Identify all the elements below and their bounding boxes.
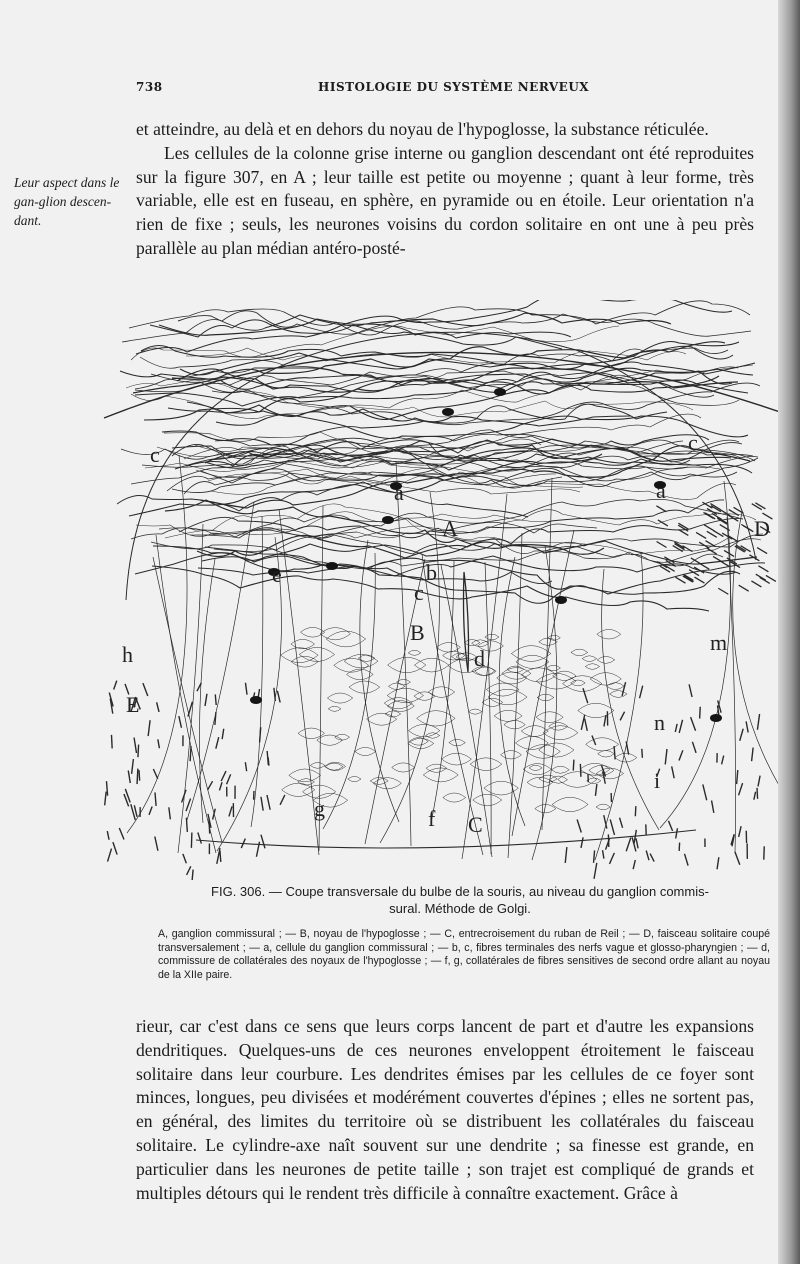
figure-label: b — [426, 560, 437, 585]
meshwork-loop — [507, 666, 524, 673]
meshwork-loop — [552, 766, 570, 773]
neuron-cell-body — [494, 388, 506, 396]
solitary-bundle-mark — [766, 575, 776, 581]
meshwork-loop — [348, 776, 361, 781]
figure-caption — [150, 883, 770, 917]
fiber-bundle-mark — [186, 799, 191, 812]
neuron-cell-body — [555, 596, 567, 604]
meshwork-loop — [521, 726, 548, 737]
fiber-bundle-mark — [155, 792, 156, 805]
fiber-bundle-mark — [692, 742, 696, 753]
page-edge-shadow — [778, 0, 800, 1264]
meshwork-loop — [388, 657, 426, 672]
figure-label: h — [122, 642, 133, 667]
nerve-fiber — [187, 402, 631, 426]
meshwork-loop — [443, 651, 465, 660]
fiber-bundle-mark — [739, 826, 741, 837]
figure-label: C — [468, 812, 483, 837]
solitary-bundle-mark — [704, 525, 714, 531]
paragraph-cells: Les cellules de la colonne grise interne ou ganglion descendant ont été reproduites sur la figure 307, en A ; leur taille est petite ou moyenne ; quant à leur forme, très variable, elle est en fuseau, en sphère, en pyramide ou en étoile. Leur orientation n'a rien de fixe ; seuls, les neurones voisins du cordon solitaire en ont une à peu près parallèle au plan médian antéro-posté- — [136, 142, 754, 258]
solitary-bundle-mark — [739, 585, 749, 591]
meshwork-loop — [300, 627, 324, 637]
fiber-bundle-mark — [580, 764, 581, 777]
fiber-bundle-mark — [752, 748, 754, 762]
hypoglossal-commissure — [464, 572, 469, 672]
nerve-fiber — [136, 300, 732, 354]
meshwork-loop — [442, 753, 472, 765]
fiber-bundle-mark — [679, 750, 683, 760]
meshwork-loop — [320, 628, 351, 640]
figure-label: f — [428, 806, 436, 831]
fiber-bundle-mark — [190, 746, 191, 761]
figure-label: m — [710, 630, 728, 655]
fiber-bundle-mark — [143, 683, 148, 696]
fiber-bundle-mark — [754, 792, 756, 800]
long-fiber — [323, 553, 375, 829]
top-text-block — [136, 118, 754, 261]
fiber-bundle-mark — [169, 807, 171, 819]
fiber-bundle-mark — [108, 849, 112, 862]
neuron-cell-body — [710, 714, 722, 722]
fiber-bundle-mark — [642, 749, 643, 758]
meshwork-loop — [426, 733, 440, 739]
fiber-bundle-mark — [668, 821, 672, 831]
fiber-bundle-mark — [137, 769, 138, 785]
fiber-bundle-mark — [215, 694, 216, 705]
fiber-bundle-mark — [134, 805, 137, 817]
fiber-bundle-mark — [183, 854, 186, 863]
running-title: HISTOLOGIE DU SYSTÈME NERVEUX — [318, 80, 590, 94]
fiber-bundle-mark — [737, 770, 738, 784]
meshwork-loop — [610, 690, 628, 697]
solitary-bundle-mark — [729, 510, 739, 516]
meshwork-loop — [543, 726, 578, 740]
fiber-bundle-mark — [700, 707, 701, 719]
fiber-bundle-mark — [626, 741, 628, 754]
fiber-bundle-mark — [192, 870, 193, 880]
nerve-fiber — [201, 469, 562, 488]
fiber-bundle-mark — [672, 766, 675, 778]
fiber-bundle-mark — [595, 784, 596, 796]
figure-artwork — [104, 300, 780, 880]
bottom-contour — [196, 830, 696, 848]
page-number: 738 — [136, 80, 163, 94]
fiber-bundle-mark — [640, 686, 643, 699]
meshwork-loop — [443, 793, 466, 802]
fiber-bundle-mark — [594, 863, 597, 879]
meshwork-loop — [484, 781, 518, 795]
long-fiber — [508, 533, 522, 858]
meshwork-loop — [539, 775, 557, 782]
meshwork-loop — [571, 680, 586, 686]
meshwork-loop — [289, 769, 321, 782]
caption-line-1: FIG. 306. — Coupe transversale du bulbe de la souris, au niveau du ganglion commis- — [211, 884, 709, 899]
figure-label: a — [656, 478, 666, 503]
fiber-bundle-mark — [128, 771, 130, 783]
fiber-bundle-mark — [280, 795, 285, 805]
fiber-bundle-mark — [114, 681, 117, 690]
fiber-bundle-mark — [565, 847, 567, 863]
figure-label: c — [150, 442, 160, 467]
fiber-bundle-mark — [581, 715, 584, 730]
meshwork-loop — [469, 709, 482, 714]
fiber-bundle-mark — [620, 818, 623, 828]
paragraph-continuation: et atteindre, au delà et en dehors du noyau de l'hypoglosse, la substance réticulée. — [136, 119, 709, 139]
neuron-cell-body — [382, 516, 394, 524]
meshwork-loop — [449, 739, 465, 746]
page-header — [136, 80, 756, 100]
figure-label: c — [688, 430, 698, 455]
fiber-bundle-mark — [746, 721, 748, 732]
meshwork-loop — [327, 693, 352, 703]
fiber-bundle-mark — [245, 762, 246, 771]
fiber-bundle-mark — [229, 806, 232, 816]
fiber-bundle-mark — [675, 724, 677, 732]
figure-306 — [96, 300, 780, 880]
neuron-cell-body — [326, 562, 338, 570]
meshwork-loop — [585, 664, 599, 670]
meshwork-loop — [328, 706, 341, 711]
fiber-bundle-mark — [111, 735, 112, 749]
meshwork-loop — [516, 655, 549, 668]
fiber-bundle-mark — [604, 715, 606, 726]
meshwork-loop — [355, 747, 376, 755]
solitary-bundle-mark — [751, 581, 761, 587]
figure-label: e — [272, 562, 282, 587]
meshwork-loop — [596, 804, 610, 810]
solitary-bundle-mark — [758, 566, 768, 572]
figure-label: d — [474, 646, 485, 671]
fiber-bundle-mark — [267, 795, 270, 810]
meshwork-loop — [558, 772, 597, 788]
fiber-bundle-mark — [614, 746, 615, 759]
fiber-bundle-mark — [198, 832, 202, 843]
figure-label: E — [126, 692, 140, 717]
solitary-bundle-mark — [707, 548, 717, 554]
solitary-bundle-mark — [696, 532, 706, 538]
fiber-bundle-mark — [679, 720, 682, 733]
fiber-bundle-mark — [758, 776, 760, 787]
meshwork-loop — [387, 688, 423, 703]
fiber-bundle-mark — [148, 720, 150, 736]
fiber-bundle-mark — [139, 770, 140, 781]
figure-label: c — [414, 580, 424, 605]
solitary-bundle-mark — [757, 548, 767, 554]
long-fiber — [153, 557, 222, 842]
figure-label: n — [654, 710, 665, 735]
long-fiber — [485, 562, 491, 854]
fiber-bundle-mark — [134, 738, 136, 753]
fiber-bundle-mark — [132, 759, 134, 774]
meshwork-loop — [291, 639, 315, 648]
fiber-bundle-mark — [216, 737, 219, 749]
long-fiber — [431, 561, 454, 823]
meshwork-loop — [539, 638, 558, 645]
fiber-bundle-mark — [585, 719, 588, 731]
meshwork-loop — [563, 676, 602, 692]
meshwork-loop — [536, 712, 563, 723]
fiber-bundle-mark — [757, 714, 759, 730]
fiber-bundle-mark — [703, 784, 707, 800]
meshwork-loop — [497, 672, 527, 684]
fiber-bundle-mark — [119, 828, 124, 840]
meshwork-loop — [552, 797, 588, 811]
fiber-bundle-mark — [157, 702, 159, 712]
solitary-bundle-mark — [684, 576, 694, 582]
fiber-bundle-mark — [689, 684, 692, 697]
meshwork-loop — [370, 777, 388, 784]
fiber-bundle-mark — [215, 712, 216, 725]
fiber-bundle-mark — [227, 774, 231, 784]
figure-label: a — [394, 480, 404, 505]
fiber-bundle-mark — [636, 838, 638, 848]
meshwork-loop — [529, 765, 542, 770]
fiber-bundle-mark — [583, 688, 588, 703]
fiber-bundle-mark — [221, 771, 226, 781]
meshwork-loop — [578, 703, 614, 717]
fiber-bundle-mark — [138, 745, 139, 758]
fiber-bundle-mark — [179, 716, 182, 728]
solitary-bundle-mark — [675, 577, 685, 583]
solitary-bundle-mark — [656, 506, 666, 512]
figure-label: D — [754, 516, 770, 541]
solitary-bundle-mark — [657, 542, 667, 548]
meshwork-loop — [392, 763, 415, 772]
meshwork-loop — [485, 634, 499, 640]
meshwork-loop — [367, 713, 397, 725]
nerve-fiber — [135, 518, 743, 574]
fiber-bundle-mark — [245, 683, 247, 695]
fiber-bundle-mark — [107, 831, 109, 840]
meshwork-loop — [606, 683, 624, 690]
figure-legend: A, ganglion commissural ; — B, noyau de l'hypoglosse ; — C, entrecroisement du ruban de Reil ; — D, faisceau solitaire coupé transversalement ; — a, cellule du ganglion commissural ; — b, c, fibres terminales des nerfs vague et glosso-pharyngien ; — d, commissure de collatérales des noyaux de l'hypoglosse ; — f, g, collatérales de fibres sensitives de second ordre allant au noyau de la XIIe paire. — [158, 928, 770, 981]
long-fiber — [441, 565, 492, 857]
meshwork-loop — [571, 649, 588, 656]
figure-label: A — [442, 516, 458, 541]
fiber-bundle-mark — [739, 783, 743, 795]
fiber-bundle-mark — [581, 837, 583, 848]
fiber-bundle-mark — [603, 850, 604, 858]
fiber-bundle-mark — [633, 860, 635, 869]
meshwork-loop — [334, 658, 369, 672]
meshwork-loop — [408, 650, 421, 655]
solitary-bundle-mark — [718, 588, 728, 594]
golgi-section-drawing — [96, 300, 780, 880]
fiber-bundle-mark — [635, 806, 636, 816]
solitary-bundle-mark — [752, 504, 762, 510]
fiber-bundle-mark — [219, 782, 222, 790]
fiber-bundle-mark — [757, 788, 758, 799]
meshwork-loop — [553, 671, 576, 680]
fiber-bundle-mark — [676, 828, 678, 838]
fiber-bundle-mark — [261, 797, 263, 811]
fiber-bundle-mark — [594, 850, 595, 862]
solitary-bundle-mark — [755, 503, 765, 509]
fiber-bundle-mark — [209, 819, 210, 833]
fiber-bundle-mark — [650, 854, 654, 862]
fiber-bundle-mark — [261, 835, 265, 849]
fiber-bundle-mark — [740, 729, 743, 741]
solitary-bundle-mark — [694, 577, 704, 583]
fiber-bundle-mark — [735, 852, 740, 865]
fiber-bundle-mark — [626, 838, 631, 852]
meshwork-loop — [281, 648, 318, 663]
meshwork-loop — [501, 751, 522, 759]
nerve-fiber — [122, 301, 750, 342]
meshwork-loop — [597, 629, 621, 639]
fiber-bundle-mark — [620, 712, 624, 721]
figure-label: B — [410, 620, 425, 645]
fiber-bundle-mark — [222, 729, 224, 739]
fiber-bundle-mark — [665, 749, 667, 764]
long-fiber — [199, 559, 215, 823]
fiber-bundle-mark — [106, 781, 107, 796]
solitary-bundle-mark — [756, 574, 766, 580]
figure-label: i — [654, 768, 661, 793]
meshwork-loop — [598, 750, 615, 757]
long-fiber — [602, 569, 659, 830]
nerve-fiber — [141, 346, 733, 370]
meshwork-loop — [521, 668, 556, 682]
fiber-bundle-mark — [712, 801, 714, 813]
fiber-bundle-mark — [260, 727, 261, 742]
meshwork-loop — [473, 794, 502, 806]
nerve-fiber — [214, 546, 723, 569]
meshwork-loop — [335, 734, 350, 740]
meshwork-loop — [488, 689, 527, 705]
fiber-bundle-mark — [685, 854, 689, 866]
margin-note: Leur aspect dans le gan-glion descen-dant. — [14, 175, 120, 228]
fiber-bundle-mark — [722, 756, 724, 765]
solitary-bundle-mark — [760, 577, 770, 583]
fiber-bundle-mark — [277, 691, 280, 703]
caption-line-2: sural. Méthode de Golgi. — [389, 901, 531, 916]
fiber-bundle-mark — [610, 819, 614, 834]
fiber-bundle-mark — [622, 682, 626, 696]
figure-label: g — [314, 796, 325, 821]
fiber-bundle-mark — [717, 857, 719, 869]
meshwork-loop — [597, 656, 615, 663]
meshwork-loop — [582, 656, 596, 662]
fiber-bundle-mark — [186, 818, 187, 832]
fiber-bundle-mark — [577, 819, 581, 832]
fiber-bundle-mark — [105, 792, 106, 806]
fiber-bundle-mark — [220, 851, 221, 862]
fiber-bundle-mark — [205, 694, 207, 706]
meshwork-loop — [549, 776, 567, 783]
fiber-bundle-mark — [573, 760, 574, 771]
meshwork-loop — [282, 783, 315, 796]
fiber-bundle-mark — [149, 807, 152, 815]
fiber-bundle-mark — [208, 781, 213, 790]
fiber-bundle-mark — [268, 757, 269, 765]
neuron-cell-body — [250, 696, 262, 704]
fiber-bundle-mark — [113, 842, 117, 854]
fiber-bundle-mark — [155, 837, 158, 851]
figure-labels — [122, 430, 770, 837]
fiber-bundle-mark — [274, 688, 275, 701]
meshwork-loop — [596, 768, 623, 779]
fiber-bundle-mark — [646, 851, 649, 861]
meshwork-loop — [349, 681, 380, 693]
meshwork-loop — [310, 762, 325, 768]
meshwork-loop — [494, 710, 522, 721]
neuron-cell-body — [442, 408, 454, 416]
fiber-bundle-mark — [691, 717, 696, 731]
fiber-bundle-mark — [187, 866, 191, 875]
fiber-bundle-mark — [158, 739, 160, 748]
fiber-bundle-mark — [153, 769, 157, 779]
bottom-text-block — [136, 1015, 754, 1205]
fiber-bundle-mark — [609, 853, 614, 864]
meshwork-loop — [580, 763, 610, 775]
paragraph-dendrites: rieur, car c'est dans ce sens que leurs corps lancent de part et d'autre les expansions dendritiques. Quelques-uns de ces neurones enveloppent étroitement le faisceau solitaire dans leur courbure. Les dendrites émises par les cellules de ce foyer sont minces, longues, peu divisées et modérément couvertes d'épines ; elles ne sortent pas, en général, des limites du territoire où se distribuent les collatérales du faisceau solitaire. Le cylindre-axe naît souvent sur une dendrite ; sa finesse est grande, en particulier dans les neurones de petite taille ; son trajet est compliqué de grands et multiples détours qui le rendent très difficile à connaître exactement. Grâce à — [136, 1016, 754, 1203]
meshwork-loop — [414, 658, 448, 672]
solitary-bundle-mark — [699, 563, 709, 569]
